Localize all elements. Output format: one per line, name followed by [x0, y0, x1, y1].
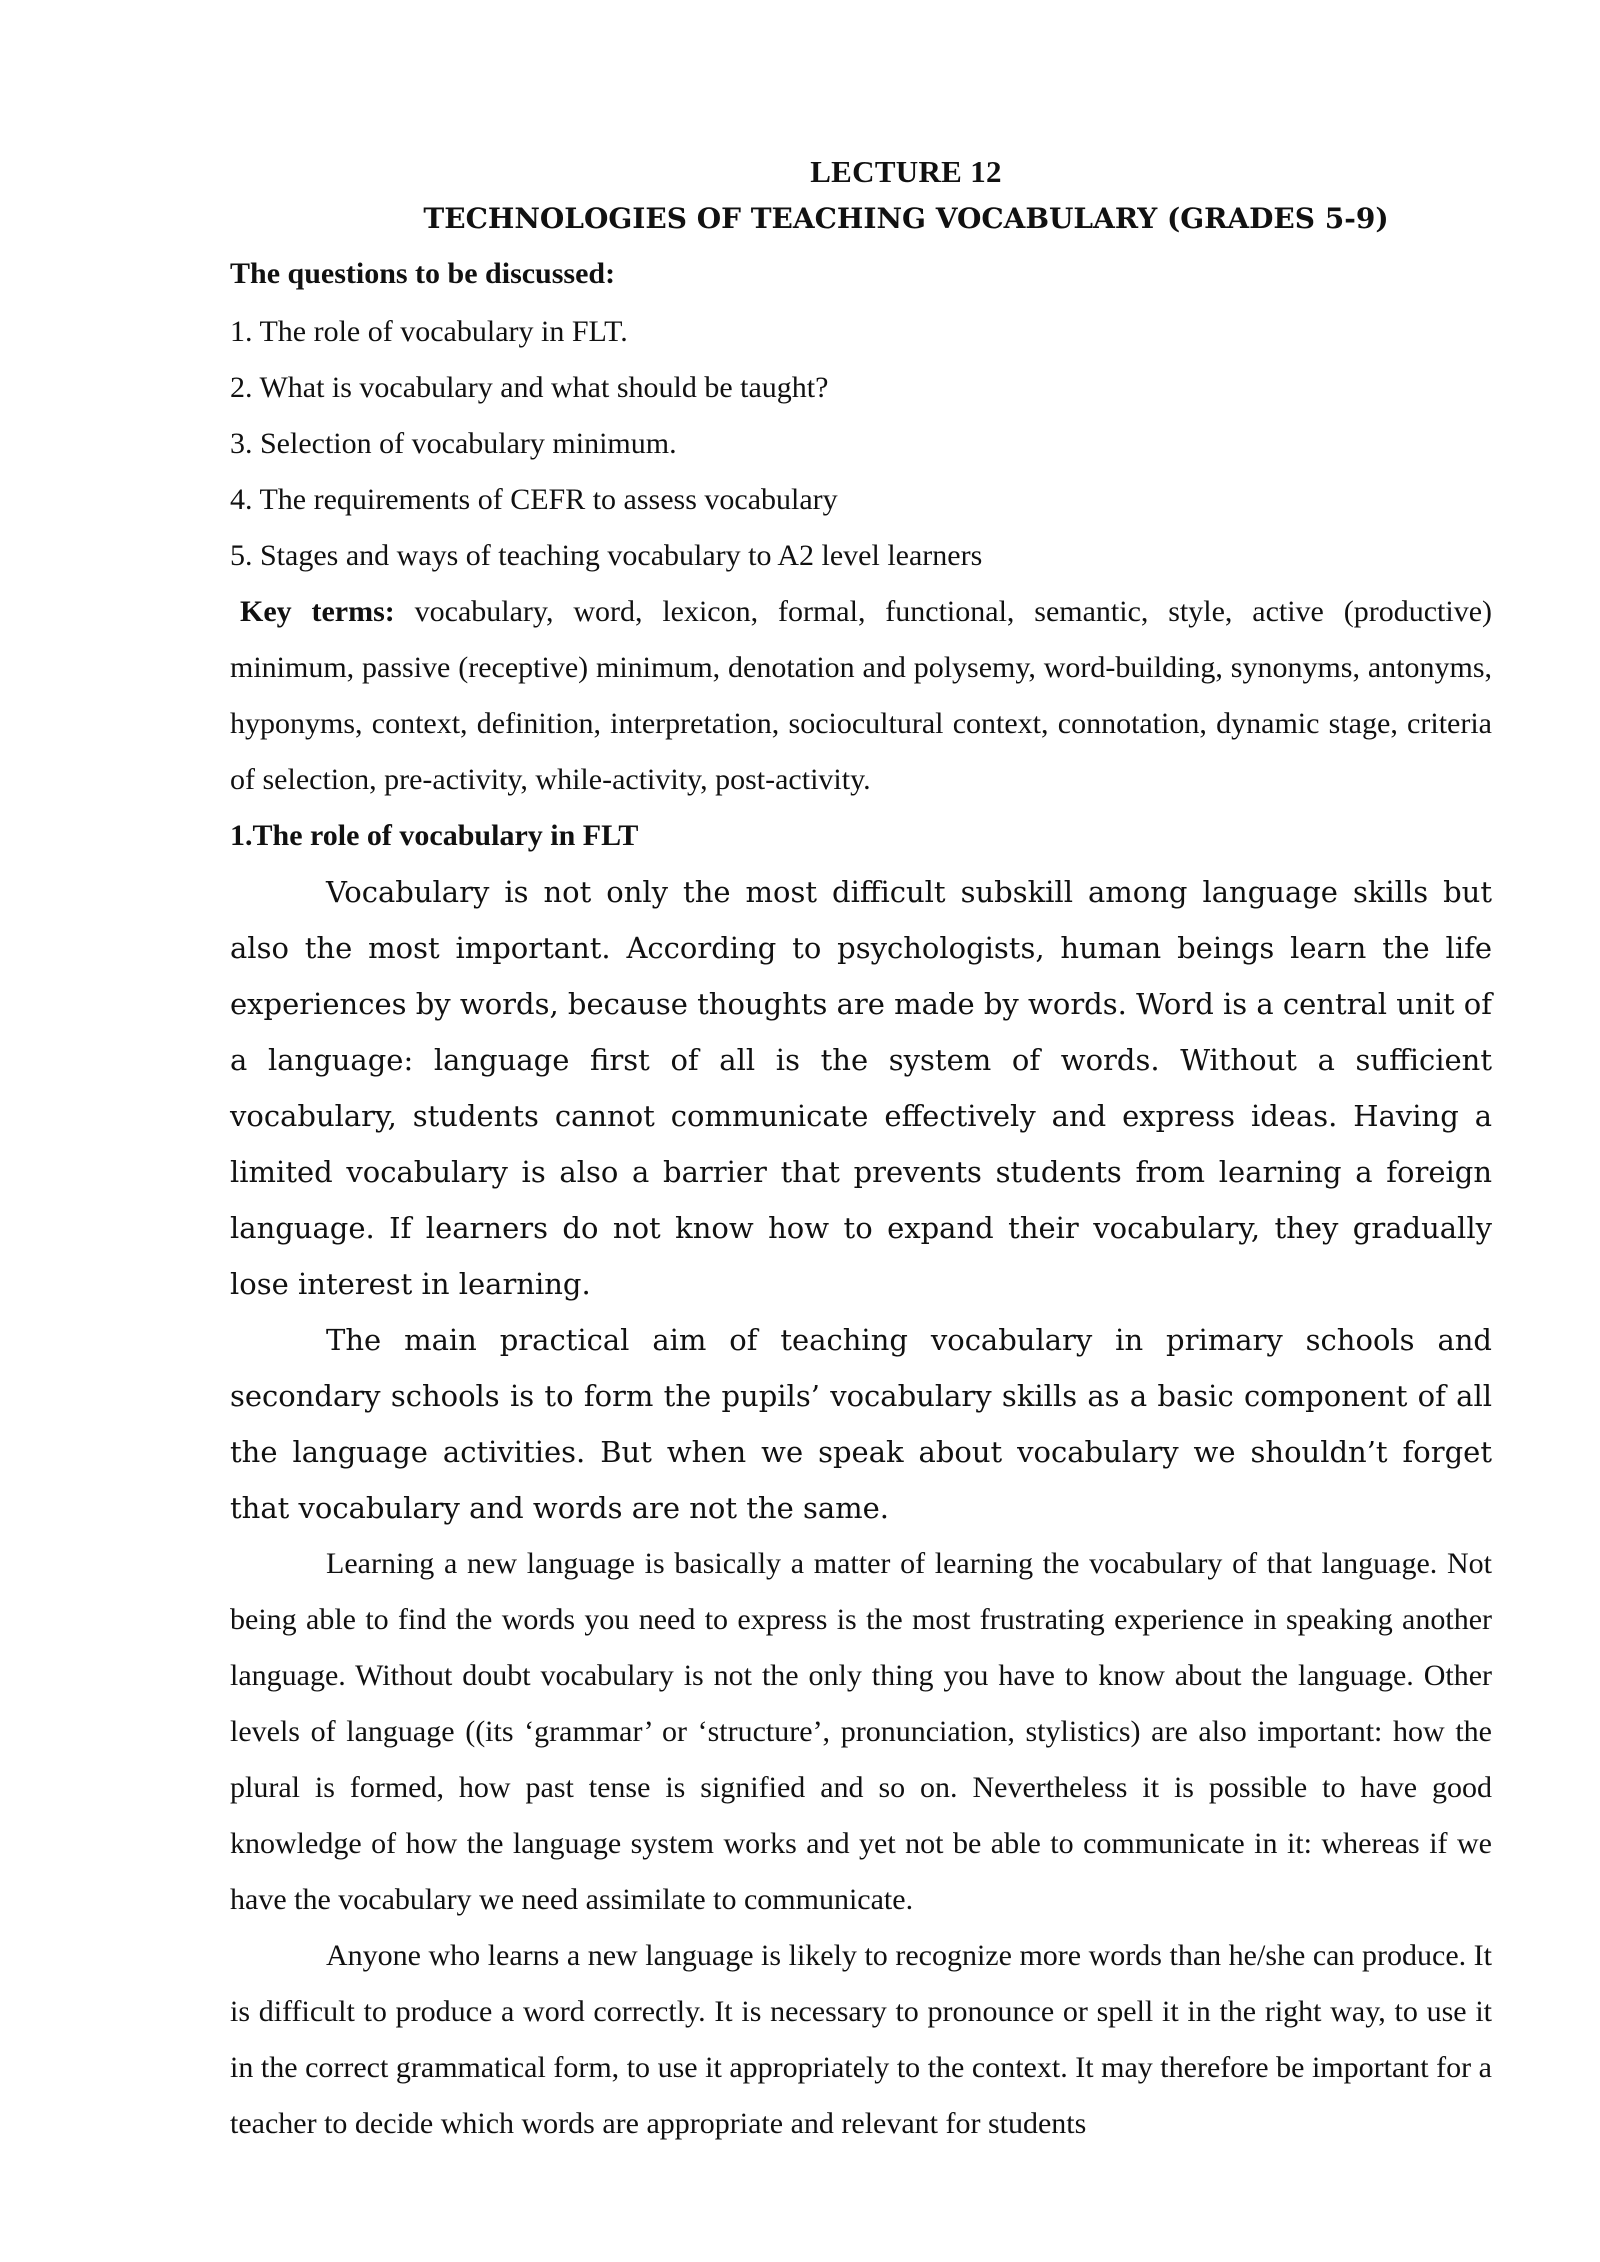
question-item: 4. The requirements of CEFR to assess vocabulary — [230, 483, 838, 516]
question-item: 3. Selection of vocabulary minimum. — [230, 427, 677, 460]
body-paragraph: The main practical aim of teaching vocabulary in primary schools and secondary schools is to form the pupils’ vocabulary skills as a basic component of all the language activities. But when we speak about vocabulary we shouldn’t forget that vocabulary and words are not the same. — [230, 1323, 1492, 1525]
key-terms-label: Key terms: — [240, 595, 395, 628]
key-terms-text: vocabulary, word, lexicon, formal, functional, semantic, style, active (productive) minimum, passive (receptive) minimum, denotation and polysemy, word-building, synonyms, antonyms, hyponyms, context, definition, interpretation, sociocultural context, connotation, dynamic stage, criteria of selection, pre-activity, while-activity, post-activity. — [230, 595, 1492, 796]
question-item: 5. Stages and ways of teaching vocabulary to A2 level learners — [230, 539, 983, 572]
key-terms-paragraph — [230, 584, 1492, 808]
lecture-title: LECTURE 12 — [810, 154, 1002, 189]
body-paragraph: Vocabulary is not only the most difficult subskill among language skills but also the most important. According to psychologists, human beings learn the life experiences by words, because thoughts are made by words. Word is a central unit of a language: language first of all is the system of words. Without a sufficient vocabulary, students cannot communicate effectively and express ideas. Having a limited vocabulary is also a barrier that prevents students from learning a foreign language. If learners do not know how to expand their vocabulary, they gradually lose interest in learning. — [230, 875, 1492, 1301]
questions-heading: The questions to be discussed: — [230, 257, 616, 290]
document-page — [230, 150, 1492, 2152]
body-paragraph: Learning a new language is basically a matter of learning the vocabulary of that language. Not being able to find the words you need to express is the most frustrating experience in speaking another language. Without doubt vocabulary is not the only thing you have to know about the language. Other levels of language ((its ‘grammar’ or ‘structure’, pronunciation, stylistics) are also important: how the plural is formed, how past tense is signified and so on. Nevertheless it is possible to have good knowledge of how the language system works and yet not be able to communicate in it: whereas if we have the vocabulary we need assimilate to communicate. — [230, 1547, 1492, 1916]
section-heading: 1.The role of vocabulary in FLT — [230, 819, 639, 852]
lecture-subtitle: TECHNOLOGIES OF TEACHING VOCABULARY (GRADES 5-9) — [423, 202, 1389, 235]
question-item: 1. The role of vocabulary in FLT. — [230, 315, 628, 348]
question-item: 2. What is vocabulary and what should be taught? — [230, 371, 829, 404]
body-paragraph: Anyone who learns a new language is likely to recognize more words than he/she can produce. It is difficult to produce a word correctly. It is necessary to pronounce or spell it in the right way, to use it in the correct grammatical form, to use it appropriately to the context. It may therefore be important for a teacher to decide which words are appropriate and relevant for students — [230, 1939, 1492, 2140]
